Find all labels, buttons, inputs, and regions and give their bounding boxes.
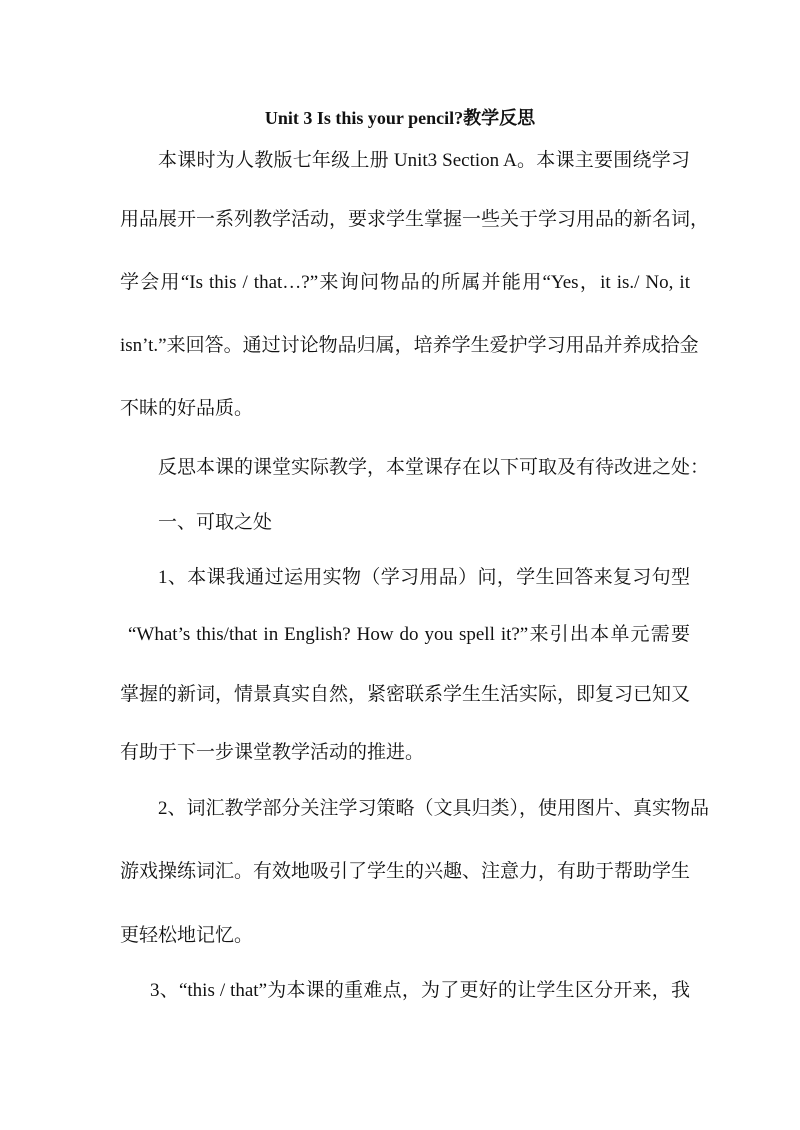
section-heading: 一、可取之处 [158, 512, 273, 533]
paragraph-line: 本课时为人教版七年级上册 Unit3 Section A。本课主要围绕学习 [158, 150, 690, 171]
paragraph-line: 学会用“Is this / that…?”来询问物品的所属并能用“Yes，it is./ No, it [120, 272, 690, 293]
paragraph-line: 不昧的好品质。 [120, 398, 254, 419]
document-title: Unit 3 Is this your pencil?教学反思 [264, 108, 536, 128]
paragraph-line: 掌握的新词，情景真实自然，紧密联系学生生活实际，即复习已知又 [120, 684, 691, 705]
paragraph-line: isn’t.”来回答。通过讨论物品归属，培养学生爱护学习用品并养成拾金 [120, 335, 699, 356]
paragraph-line: 2、词汇教学部分关注学习策略（文具归类），使用图片、真实物品 [158, 798, 710, 819]
paragraph-line: 游戏操练词汇。有效地吸引了学生的兴趣、注意力，有助于帮助学生 [120, 861, 691, 882]
paragraph-line: 用品展开一系列教学活动，要求学生掌握一些关于学习用品的新名词， [120, 209, 710, 230]
paragraph-line: 有助于下一步课堂教学活动的推进。 [120, 742, 425, 763]
paragraph-line: 更轻松地记忆。 [120, 925, 254, 946]
paragraph-line: 3、“this / that”为本课的重难点，为了更好的让学生区分开来，我 [150, 980, 690, 1001]
paragraph-line: 1、本课我通过运用实物（学习用品）问，学生回答来复习句型 [158, 567, 690, 588]
paragraph-line: 反思本课的课堂实际教学，本堂课存在以下可取及有待改进之处： [158, 457, 710, 478]
paragraph-line: “What’s this/that in English? How do you spell it?”来引出本单元需要 [128, 624, 690, 645]
